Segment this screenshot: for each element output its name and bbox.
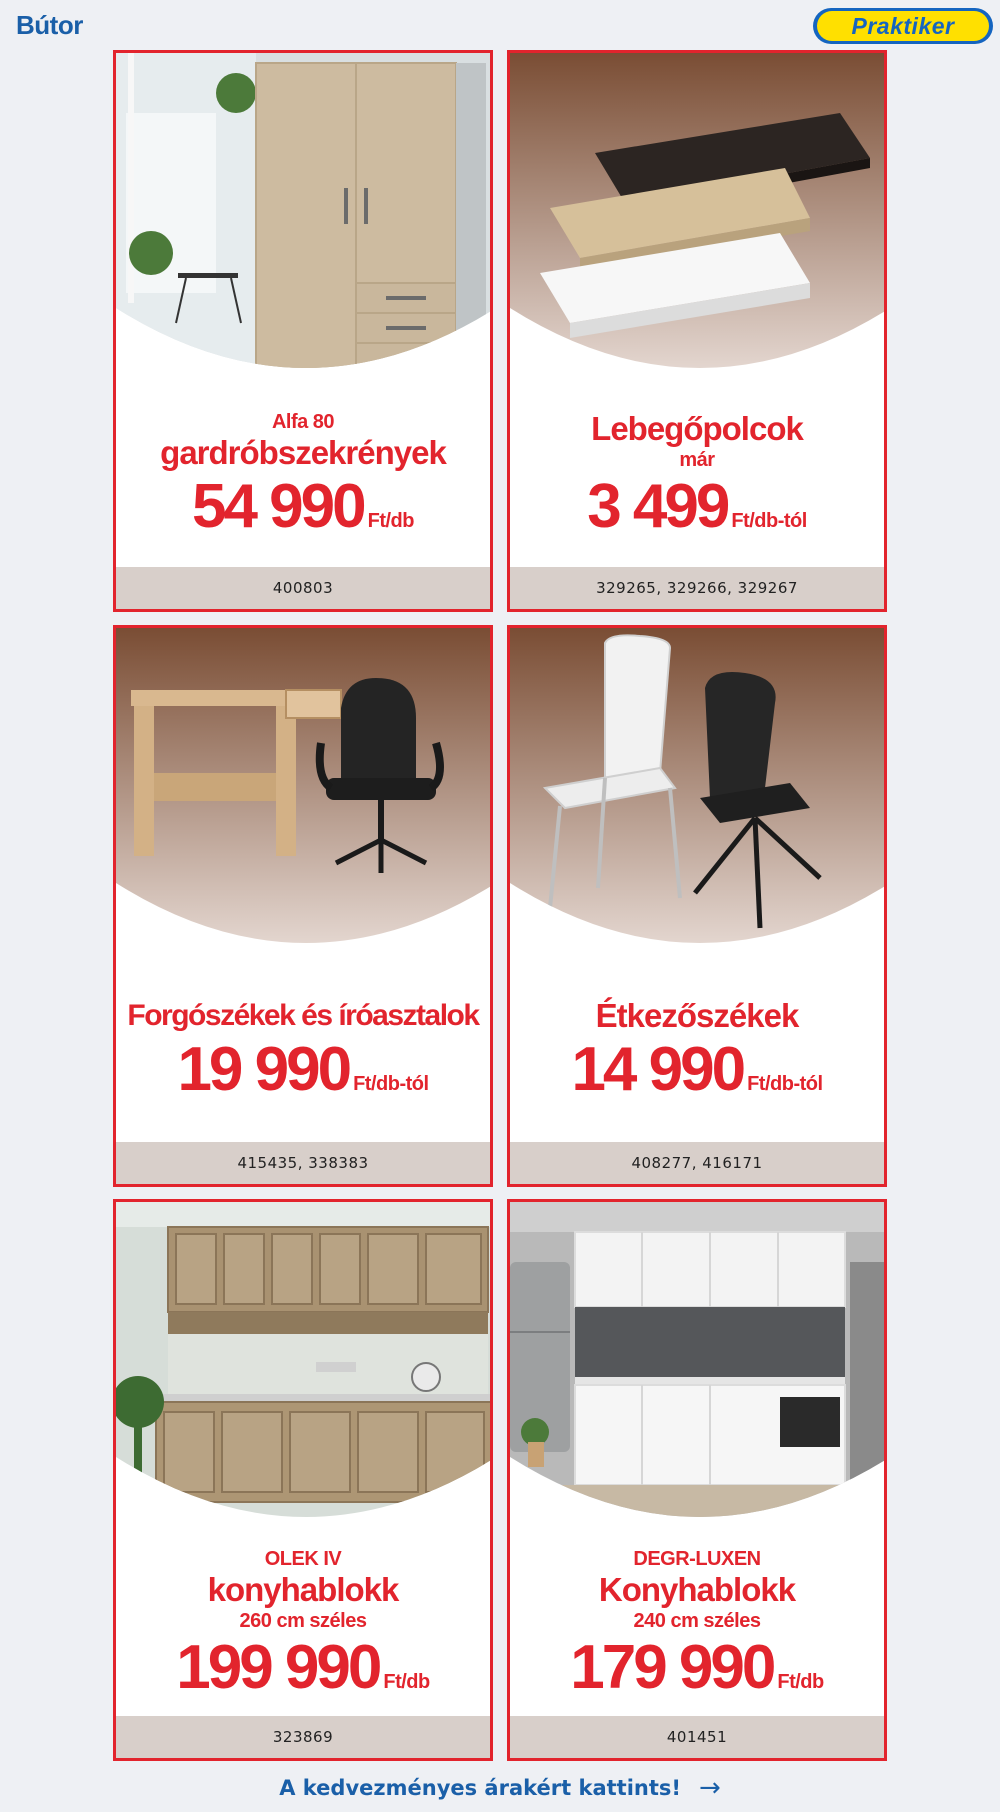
praktiker-logo-text: Praktiker [817, 11, 989, 41]
product-card-dining-chairs[interactable] [507, 625, 887, 1187]
product-codes: 329265, 329266, 329267 [510, 567, 884, 609]
price-row [570, 1635, 824, 1701]
floating-shelves-image [510, 53, 884, 383]
price: 14 990 [571, 1035, 744, 1104]
price: 199 990 [176, 1633, 380, 1702]
price-unit: Ft/db-tól [747, 1073, 823, 1095]
product-card-desk-chairs[interactable] [113, 625, 493, 1187]
product-card-olek-kitchen[interactable] [113, 1199, 493, 1761]
cta-label: A kedvezményes árakért kattints! [279, 1776, 681, 1800]
price-unit: Ft/db [383, 1671, 430, 1693]
product-codes: 415435, 338383 [116, 1142, 490, 1184]
product-card-degr-luxen-kitchen[interactable] [507, 1199, 887, 1761]
product-info [116, 1532, 490, 1716]
product-size: 240 cm széles [633, 1610, 761, 1632]
product-info [510, 383, 884, 567]
price-row [571, 1037, 822, 1103]
product-name: DEGR-LUXEN [633, 1548, 761, 1570]
product-info [116, 383, 490, 567]
product-name: OLEK IV [264, 1548, 342, 1570]
product-category: Konyhablokk [598, 1571, 796, 1608]
product-name: Alfa 80 [271, 411, 335, 433]
product-size: 260 cm széles [239, 1610, 367, 1632]
price: 179 990 [570, 1633, 774, 1702]
product-codes: 400803 [116, 567, 490, 609]
wardrobe-image [116, 53, 490, 383]
arrow-right-icon: → [698, 1773, 721, 1803]
product-card-wardrobe[interactable] [113, 50, 493, 612]
product-codes: 408277, 416171 [510, 1142, 884, 1184]
product-info [510, 1532, 884, 1716]
desk-and-office-chair-image [116, 628, 490, 958]
product-category: konyhablokk [207, 1571, 399, 1608]
praktiker-logo[interactable] [813, 8, 993, 44]
kitchen-white-image [510, 1202, 884, 1532]
price-unit: Ft/db [367, 510, 414, 532]
price: 19 990 [177, 1035, 350, 1104]
price-row [176, 1635, 430, 1701]
product-name: Lebegőpolcok [591, 410, 803, 447]
product-card-shelves[interactable] [507, 50, 887, 612]
price: 54 990 [191, 472, 364, 541]
product-qualifier: már [679, 449, 715, 471]
product-info [510, 958, 884, 1142]
product-name: Étkezőszékek [595, 997, 799, 1034]
price-unit: Ft/db-tól [353, 1073, 429, 1095]
price: 3 499 [587, 472, 728, 541]
price-row [177, 1037, 428, 1103]
product-codes: 401451 [510, 1716, 884, 1758]
kitchen-oak-image [116, 1202, 490, 1532]
product-codes: 323869 [116, 1716, 490, 1758]
price-unit: Ft/db [777, 1671, 824, 1693]
section-title: Bútor [16, 10, 83, 40]
price-unit: Ft/db-tól [731, 510, 807, 532]
product-category: gardróbszekrények [160, 434, 446, 471]
discount-prices-link[interactable] [0, 1770, 1000, 1806]
price-row [192, 474, 414, 540]
product-info [116, 958, 490, 1142]
product-name: Forgószékek és íróasztalok [127, 999, 479, 1032]
price-row [587, 474, 807, 540]
dining-chairs-image [510, 628, 884, 958]
